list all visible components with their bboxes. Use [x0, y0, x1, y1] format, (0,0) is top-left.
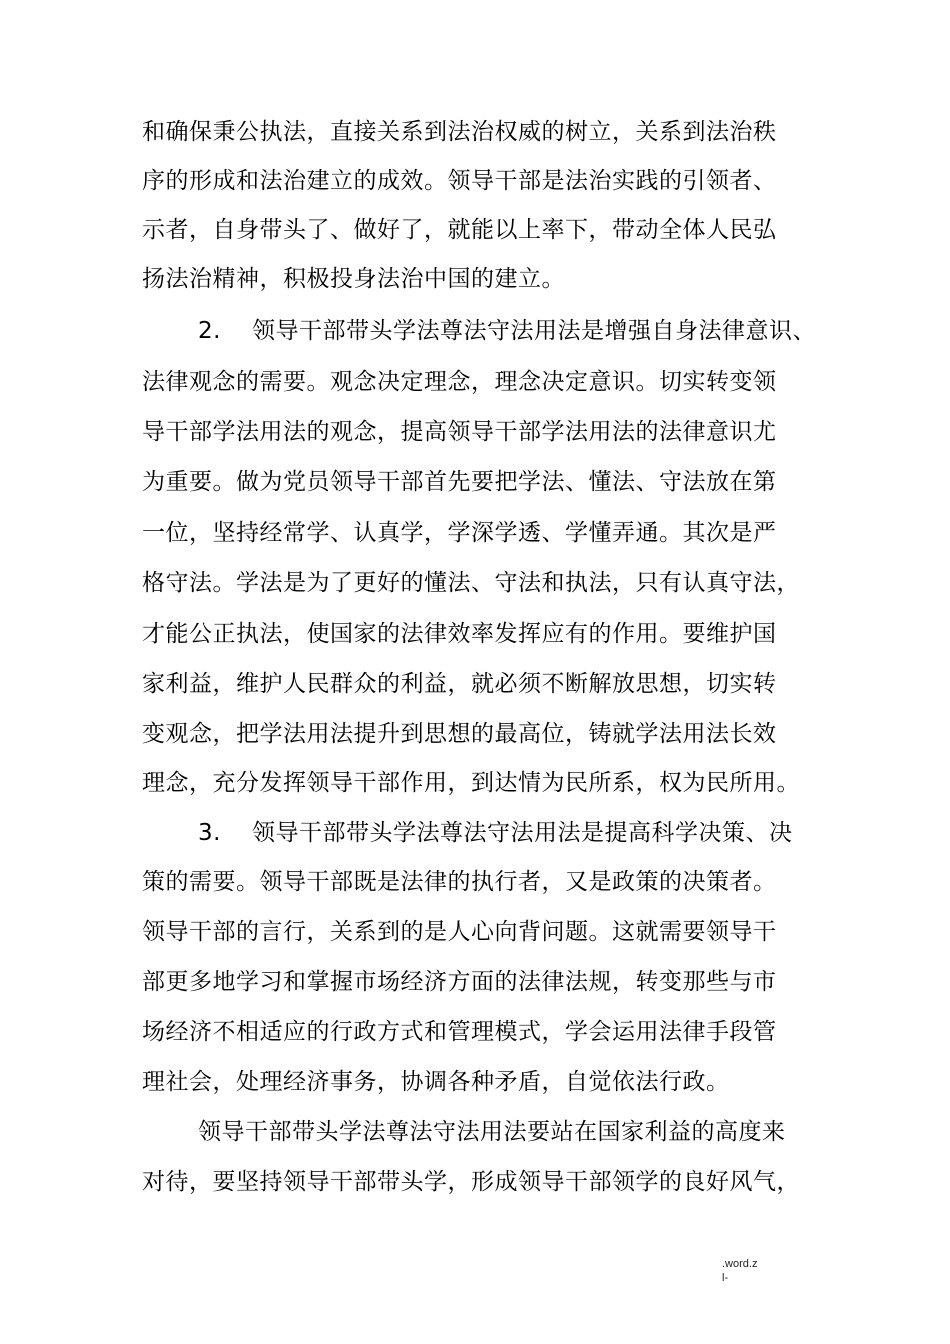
text-line: 示者，自身带头了、做好了，就能以上率下，带动全体人民弘 [142, 217, 777, 243]
text-line: 理念，充分发挥领导干部作用，到达情为民所系，权为民所用。 [142, 770, 800, 796]
text-line: 场经济不相适应的行政方式和管理模式，学会运用法律手段管 [142, 1019, 777, 1045]
text-line: 对待，要坚持领导干部带头学，形成领导干部领学的良好风气， [142, 1169, 800, 1195]
numbered-paragraph-3 [198, 818, 793, 848]
text-line: 才能公正执法，使国家的法律效率发挥应有的作用。要维护国 [142, 621, 777, 647]
text-line: 一位，坚持经常学、认真学，学深学透、学懂弄通。其次是严 [142, 520, 777, 546]
footer-text: l- [722, 1272, 729, 1284]
text-line: 领导干部带头学法尊法守法用法是增强自身法律意识、 [252, 318, 816, 344]
text-line: 领导干部的言行，关系到的是人心向背问题。这就需要领导干 [142, 919, 777, 945]
text-line: 为重要。做为党员领导干部首先要把学法、懂法、守法放在第 [142, 469, 777, 495]
text-line: 和确保秉公执法，直接关系到法治权威的树立，关系到法治秩 [142, 119, 777, 145]
text-line: 变观念，把学法用法提升到思想的最高位，铸就学法用法长效 [142, 721, 777, 747]
text-line: 领导干部带头学法尊法守法用法是提高科学决策、决 [252, 820, 793, 846]
text-line: 导干部学法用法的观念，提高领导干部学法用法的法律意识尤 [142, 419, 777, 445]
text-line: 策的需要。领导干部既是法律的执行者，又是政策的决策者。 [142, 869, 777, 895]
text-line: 格守法。学法是为了更好的懂法、守法和执法，只有认真守法， [142, 570, 800, 596]
text-line: 理社会，处理经济事务，协调各种矛盾，自觉依法行政。 [142, 1069, 730, 1095]
numbered-paragraph-2 [198, 316, 816, 346]
footer-text: .word.z [722, 1258, 758, 1270]
text-line: 家利益，维护人民群众的利益，就必须不断解放思想，切实转 [142, 671, 777, 697]
text-line: 领导干部带头学法尊法守法用法要站在国家利益的高度来 [198, 1119, 786, 1145]
paragraph-number: 2. [198, 318, 221, 344]
text-line: 扬法治精神，积极投身法治中国的建立。 [142, 266, 565, 292]
text-line: 部更多地学习和掌握市场经济方面的法律法规，转变那些与市 [142, 969, 777, 995]
text-line: 法律观念的需要。观念决定理念，理念决定意识。切实转变领 [142, 369, 777, 395]
text-line: 序的形成和法治建立的成效。领导干部是法治实践的引领者、 [142, 168, 777, 194]
paragraph-number: 3. [198, 820, 221, 846]
